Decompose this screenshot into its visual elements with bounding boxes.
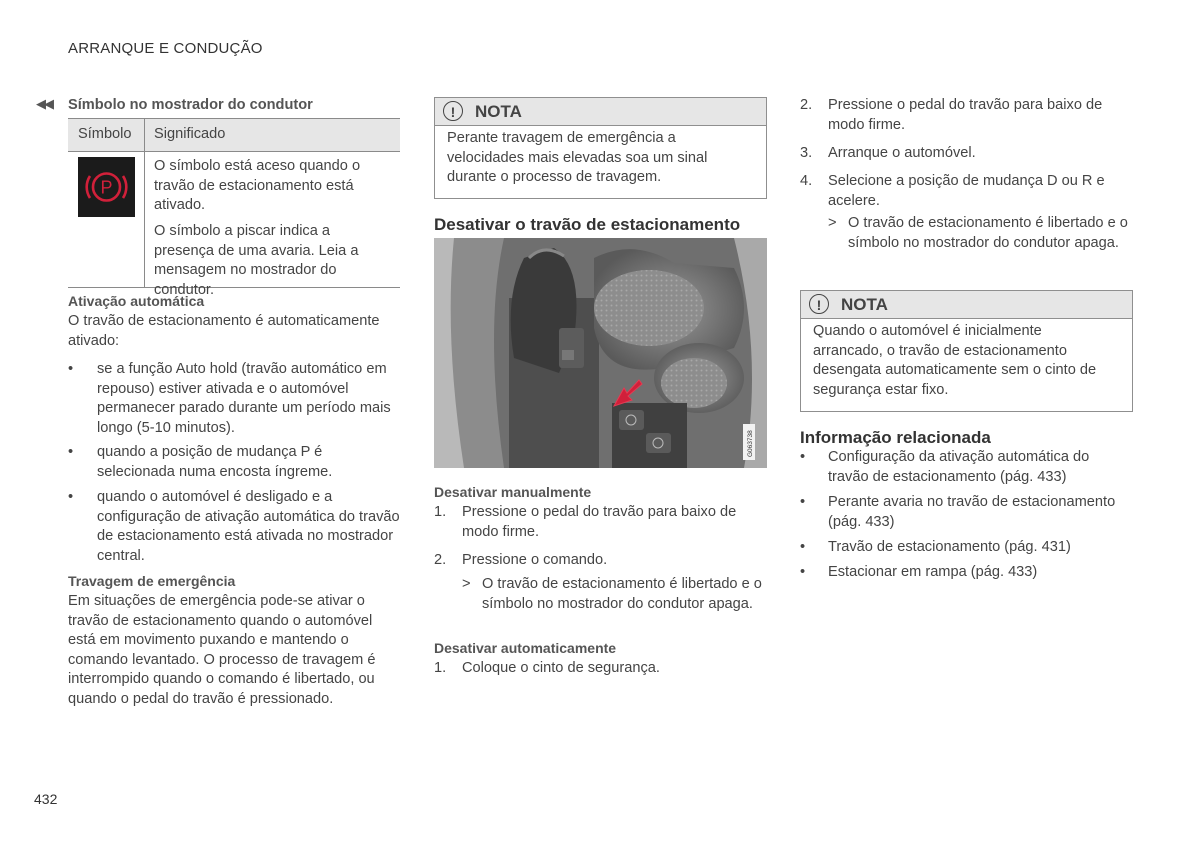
note-text: Perante travagem de emergência a velocidades mais elevadas soa um sinal durante o processo de travagem. bbox=[447, 130, 708, 186]
bullet-icon: • bbox=[68, 444, 74, 460]
related-heading: Informação relacionada bbox=[800, 428, 991, 447]
parking-brake-icon bbox=[78, 157, 135, 217]
table-meaning-1: O símbolo está aceso quando o travão de estacionamento está ativado. bbox=[154, 158, 361, 214]
table-divider bbox=[144, 119, 145, 287]
note-title: NOTA bbox=[475, 102, 522, 121]
symbol-table bbox=[68, 118, 400, 298]
note-box-emergency bbox=[434, 97, 767, 199]
table-meaning-2: O símbolo a piscar indica a presença de uma avaria. Leia a mensagem no mostrador do condutor. bbox=[154, 223, 359, 298]
double-left-arrow-icon: ◀◀ bbox=[36, 96, 52, 111]
bullet-icon: • bbox=[800, 449, 806, 465]
bullet-icon: • bbox=[68, 489, 74, 505]
auto-activation-intro: O travão de estacionamento é automaticamente ativado: bbox=[68, 313, 380, 349]
manual-heading: Desativar manualmente bbox=[434, 484, 592, 500]
bullet-icon: • bbox=[800, 539, 806, 555]
table-col-symbol: Símbolo bbox=[78, 126, 132, 142]
bullet-icon: • bbox=[800, 564, 806, 580]
svg-text:G063738: G063738 bbox=[747, 430, 754, 457]
emergency-text: Em situações de emergência pode-se ativar o travão de estacionamento quando o automóvel está em movimento puxando e mantendo o comando levantado. O processo de travagem é interrompido quando o comando é libertado, ou quando o pedal do travão é pressionado. bbox=[68, 593, 376, 707]
svg-text:P: P bbox=[100, 177, 113, 198]
table-header-row bbox=[68, 119, 400, 152]
chapter-header: ARRANQUE E CONDUÇÃO bbox=[68, 40, 263, 57]
auto-activation-heading: Ativação automática bbox=[68, 293, 205, 309]
page-number: 432 bbox=[34, 791, 58, 807]
info-icon: ! bbox=[443, 101, 463, 121]
parking-brake-switch-photo bbox=[434, 238, 767, 468]
info-icon: ! bbox=[809, 294, 829, 314]
deactivate-heading: Desativar o travão de estacionamento bbox=[434, 215, 741, 234]
emergency-heading: Travagem de emergência bbox=[68, 573, 236, 589]
table-title: Símbolo no mostrador do condutor bbox=[68, 97, 313, 113]
note-box-seatbelt bbox=[800, 290, 1133, 412]
bullet-icon: • bbox=[800, 494, 806, 510]
bullet-icon: • bbox=[68, 361, 74, 377]
automatic-heading: Desativar automaticamente bbox=[434, 640, 617, 656]
note-text: Quando o automóvel é inicialmente arrancado, o travão de estacionamento desengata automaticamente sem o cinto de segurança estar fixo. bbox=[813, 323, 1097, 398]
note-title: NOTA bbox=[841, 295, 888, 314]
table-col-meaning: Significado bbox=[154, 126, 226, 142]
